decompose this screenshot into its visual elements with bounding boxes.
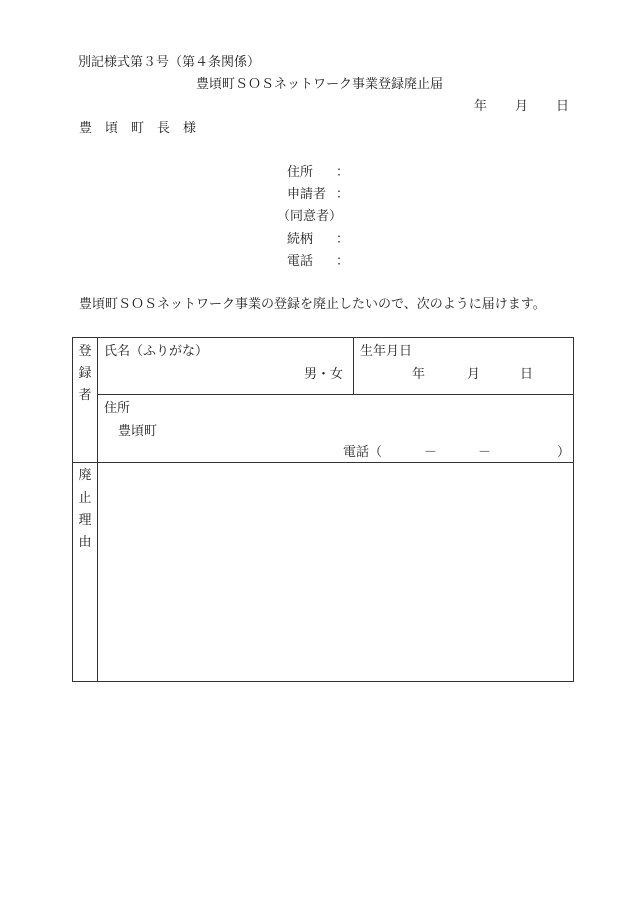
form-number: 別記様式第３号（第４条関係） [78,55,261,70]
addressee-char: 長 [157,121,171,136]
registrant-label-char: 録 [78,366,92,381]
document-title: 豊頃町ＳＯＳネットワーク事業登録廃止届 [196,77,444,92]
consenter-label: （同意者） [277,209,343,224]
address-value: 豊頃町 [118,424,158,439]
relation-colon: ： [336,232,350,247]
dob-year-label: 年 [412,367,426,382]
reason-label-char: 止 [78,491,92,506]
relation-label: 続柄 [287,232,314,247]
table-border-top [72,337,574,338]
table-border-left [72,337,73,682]
name-label: 氏名（ふりがな） [104,344,209,359]
registrant-label-char: 登 [78,344,92,359]
statement-text: 豊頃町ＳＯＳネットワーク事業の登録を廃止したいので、次のように届けます。 [79,297,546,312]
applicant-phone-label: 電話 [287,254,314,269]
addressee-char: 町 [131,121,145,136]
reason-label-char: 廃 [78,468,92,483]
applicant-address-colon: ： [336,165,350,180]
addressee-char: 様 [183,121,197,136]
date-day-label: 日 [556,99,570,114]
phone-dash: － [478,445,492,460]
address-label: 住所 [104,401,131,416]
phone-close: ） [557,445,571,460]
reason-input-area[interactable] [98,463,573,681]
table-border-right [573,337,574,682]
addressee-char: 豊 [79,121,93,136]
date-month-label: 月 [515,99,529,114]
applicant-phone-colon: ： [336,254,350,269]
gender-options: 男・女 [304,367,344,382]
reason-label-char: 理 [78,513,92,528]
applicant-name-colon: ： [336,187,350,202]
reason-label-char: 由 [78,535,92,550]
dob-label: 生年月日 [360,344,413,359]
phone-label: 電話（ [343,445,383,460]
dob-month-label: 月 [467,367,481,382]
table-border-bottom [72,681,574,682]
applicant-name-label: 申請者 [287,187,327,202]
addressee-char: 頃 [105,121,119,136]
applicant-address-label: 住所 [287,165,314,180]
registrant-label-char: 者 [78,388,92,403]
table-row-divider-1 [97,394,574,395]
table-name-dob-divider [353,337,354,394]
date-year-label: 年 [474,99,488,114]
dob-day-label: 日 [520,367,534,382]
phone-dash: － [424,445,438,460]
